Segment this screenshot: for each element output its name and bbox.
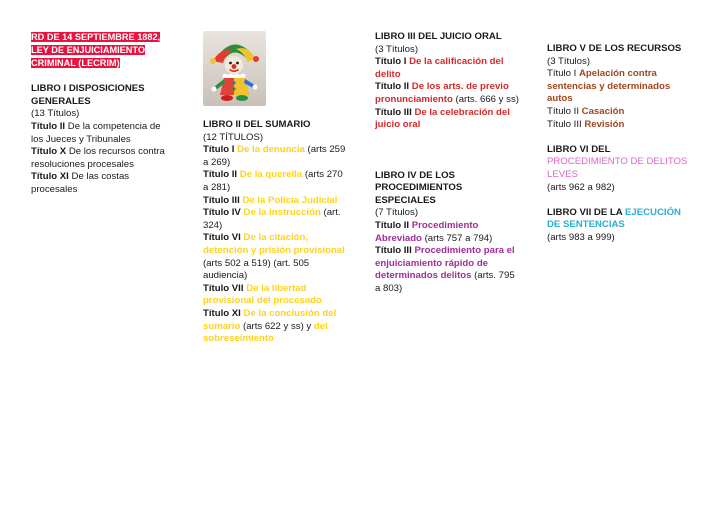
clown-figurine-icon: [203, 31, 266, 106]
libro-vi-title: [547, 144, 692, 182]
titulo-ref: (arts. 666 y ss): [452, 93, 519, 105]
libro-i-titulo-xi: [31, 171, 171, 196]
libro-ii-titulo-i: [203, 144, 346, 169]
libro-ii-titulo-vi: [203, 232, 346, 282]
libro-i-titulo-ii: [31, 121, 171, 146]
libro-ii-titulo-ii: [203, 169, 346, 194]
titulo-name-2: del sobreseimiento: [203, 320, 328, 345]
libro-ii-titulo-iii: [203, 195, 346, 208]
titulo-label: Título I: [203, 144, 235, 156]
libro-v-title: LIBRO V DE LOS RECURSOS: [547, 43, 682, 54]
titulo-name: De la libertad provisional del procesado: [203, 282, 322, 307]
libro-vii-title: [547, 207, 692, 232]
titulo-label: Título X: [31, 146, 67, 158]
titulo-name: De la denuncia: [237, 144, 305, 156]
titulo-ref: (arts 502 a 519) (art. 505 audiencia): [203, 257, 310, 282]
libro-vii-ref: (arts 983 a 999): [547, 231, 615, 243]
libro-i-titulo-x: [31, 146, 171, 171]
titulo-text: De los recursos contra resoluciones procesales: [31, 146, 165, 170]
titulo-label: Título III: [547, 118, 582, 130]
titulo-name: De la Policía Judicial: [242, 194, 338, 206]
libro-iv-title: LIBRO IV DE LOS PROCEDIMIENTOS ESPECIALES: [375, 169, 463, 206]
titulo-name: Apelación contra sentencias y determinados autos: [547, 68, 671, 105]
libro-iv-titulo-ii: [375, 220, 520, 245]
libro-name: PROCEDIMIENTO DE DELITOS LEVES: [547, 156, 688, 180]
titulo-label: Título XI: [203, 307, 241, 319]
libro-i-count: (13 Títulos): [31, 108, 80, 120]
libro-prefix: LIBRO VI DEL: [547, 143, 611, 155]
libro-v-titulo-iii: [547, 119, 692, 132]
titulo-label: Título III: [375, 106, 412, 118]
libro-prefix: LIBRO VII DE LA: [547, 206, 625, 218]
titulo-ref: (arts 757 a 794): [421, 232, 493, 244]
libro-v-titulo-ii: [547, 106, 692, 119]
column-libro-i: [31, 31, 171, 197]
titulo-name: De la Instrucción: [243, 207, 321, 219]
titulo-ref: (arts. 795 a 803): [375, 270, 515, 294]
titulo-name: De la celebración del juicio oral: [375, 106, 510, 131]
libro-iii-title: LIBRO III DEL JUICIO ORAL: [375, 31, 502, 42]
titulo-label: Título VII: [203, 282, 244, 294]
titulo-name: De la calificación del delito: [375, 56, 504, 80]
libro-v-count: (3 Títulos): [547, 55, 591, 67]
titulo-name: De la citación, detención y prisión provisional: [203, 232, 345, 256]
titulo-name: De los arts. de previo pronunciamiento: [375, 81, 509, 105]
titulo-label: Título II: [375, 219, 410, 231]
titulo-label: Título II: [203, 169, 238, 181]
titulo-ref: (art. 324): [203, 207, 341, 231]
titulo-label: Título IV: [203, 207, 241, 219]
titulo-label: Título II: [375, 81, 410, 93]
column-libro-iii-iv: [375, 31, 520, 295]
titulo-label: Título II: [31, 120, 66, 132]
titulo-ref: (arts 622 y ss) y: [240, 320, 314, 332]
titulo-label: Título II: [547, 105, 579, 117]
libro-iv-count: (7 Títulos): [375, 207, 419, 219]
libro-ii-titulo-iv: [203, 207, 346, 232]
libro-iii-count: (3 Títulos): [375, 43, 419, 55]
libro-iv-titulo-iii: [375, 245, 520, 295]
titulo-name: De la querella: [239, 169, 303, 181]
libro-ii-title: LIBRO II DEL SUMARIO: [203, 119, 311, 130]
titulo-name: Procedimiento para el enjuiciamiento rápido de determinados delitos: [375, 245, 515, 282]
libro-iii-titulo-ii: [375, 81, 520, 106]
libro-ii-count: (12 TÍTULOS): [203, 131, 264, 143]
column-libro-ii: [203, 119, 346, 346]
titulo-name: Revisión: [584, 118, 625, 130]
titulo-text: De las costas procesales: [31, 171, 130, 195]
column-libro-v-vii: [547, 43, 692, 245]
libro-v-titulo-i: [547, 68, 692, 106]
titulo-label: Título III: [203, 194, 240, 206]
titulo-text: De la competencia de los Jueces y Tribunales: [31, 120, 161, 145]
titulo-label: Título I: [547, 68, 577, 80]
libro-i-title: LIBRO I DISPOSICIONES GENERALES: [31, 83, 145, 107]
lecrim-banner: [31, 31, 171, 71]
titulo-ref: (arts 270 a 281): [203, 169, 343, 193]
libro-ii-titulo-vii: [203, 283, 346, 308]
titulo-label: Título III: [375, 245, 412, 257]
libro-iii-titulo-i: [375, 56, 520, 81]
libro-vi-ref: (arts 962 a 982): [547, 181, 615, 193]
titulo-name: Procedimiento Abreviado: [375, 219, 479, 244]
titulo-label: Título XI: [31, 171, 69, 183]
titulo-ref: (arts 259 a 269): [203, 144, 346, 168]
banner-text: RD DE 14 SEPTIEMBRE 1882, LEY DE ENJUICIAMIENTO CRIMINAL (LECRIM): [31, 32, 161, 69]
titulo-name: Casación: [581, 105, 625, 117]
libro-ii-titulo-xi: [203, 308, 346, 346]
libro-name: EJECUCIÓN DE SENTENCIAS: [547, 206, 681, 231]
clown-figurine-image: [203, 31, 266, 106]
libro-iii-titulo-iii: [375, 107, 520, 132]
titulo-label: Título I: [375, 56, 407, 68]
titulo-label: Título VI: [203, 232, 241, 244]
titulo-name: De la conclusión del sumario: [203, 307, 337, 332]
